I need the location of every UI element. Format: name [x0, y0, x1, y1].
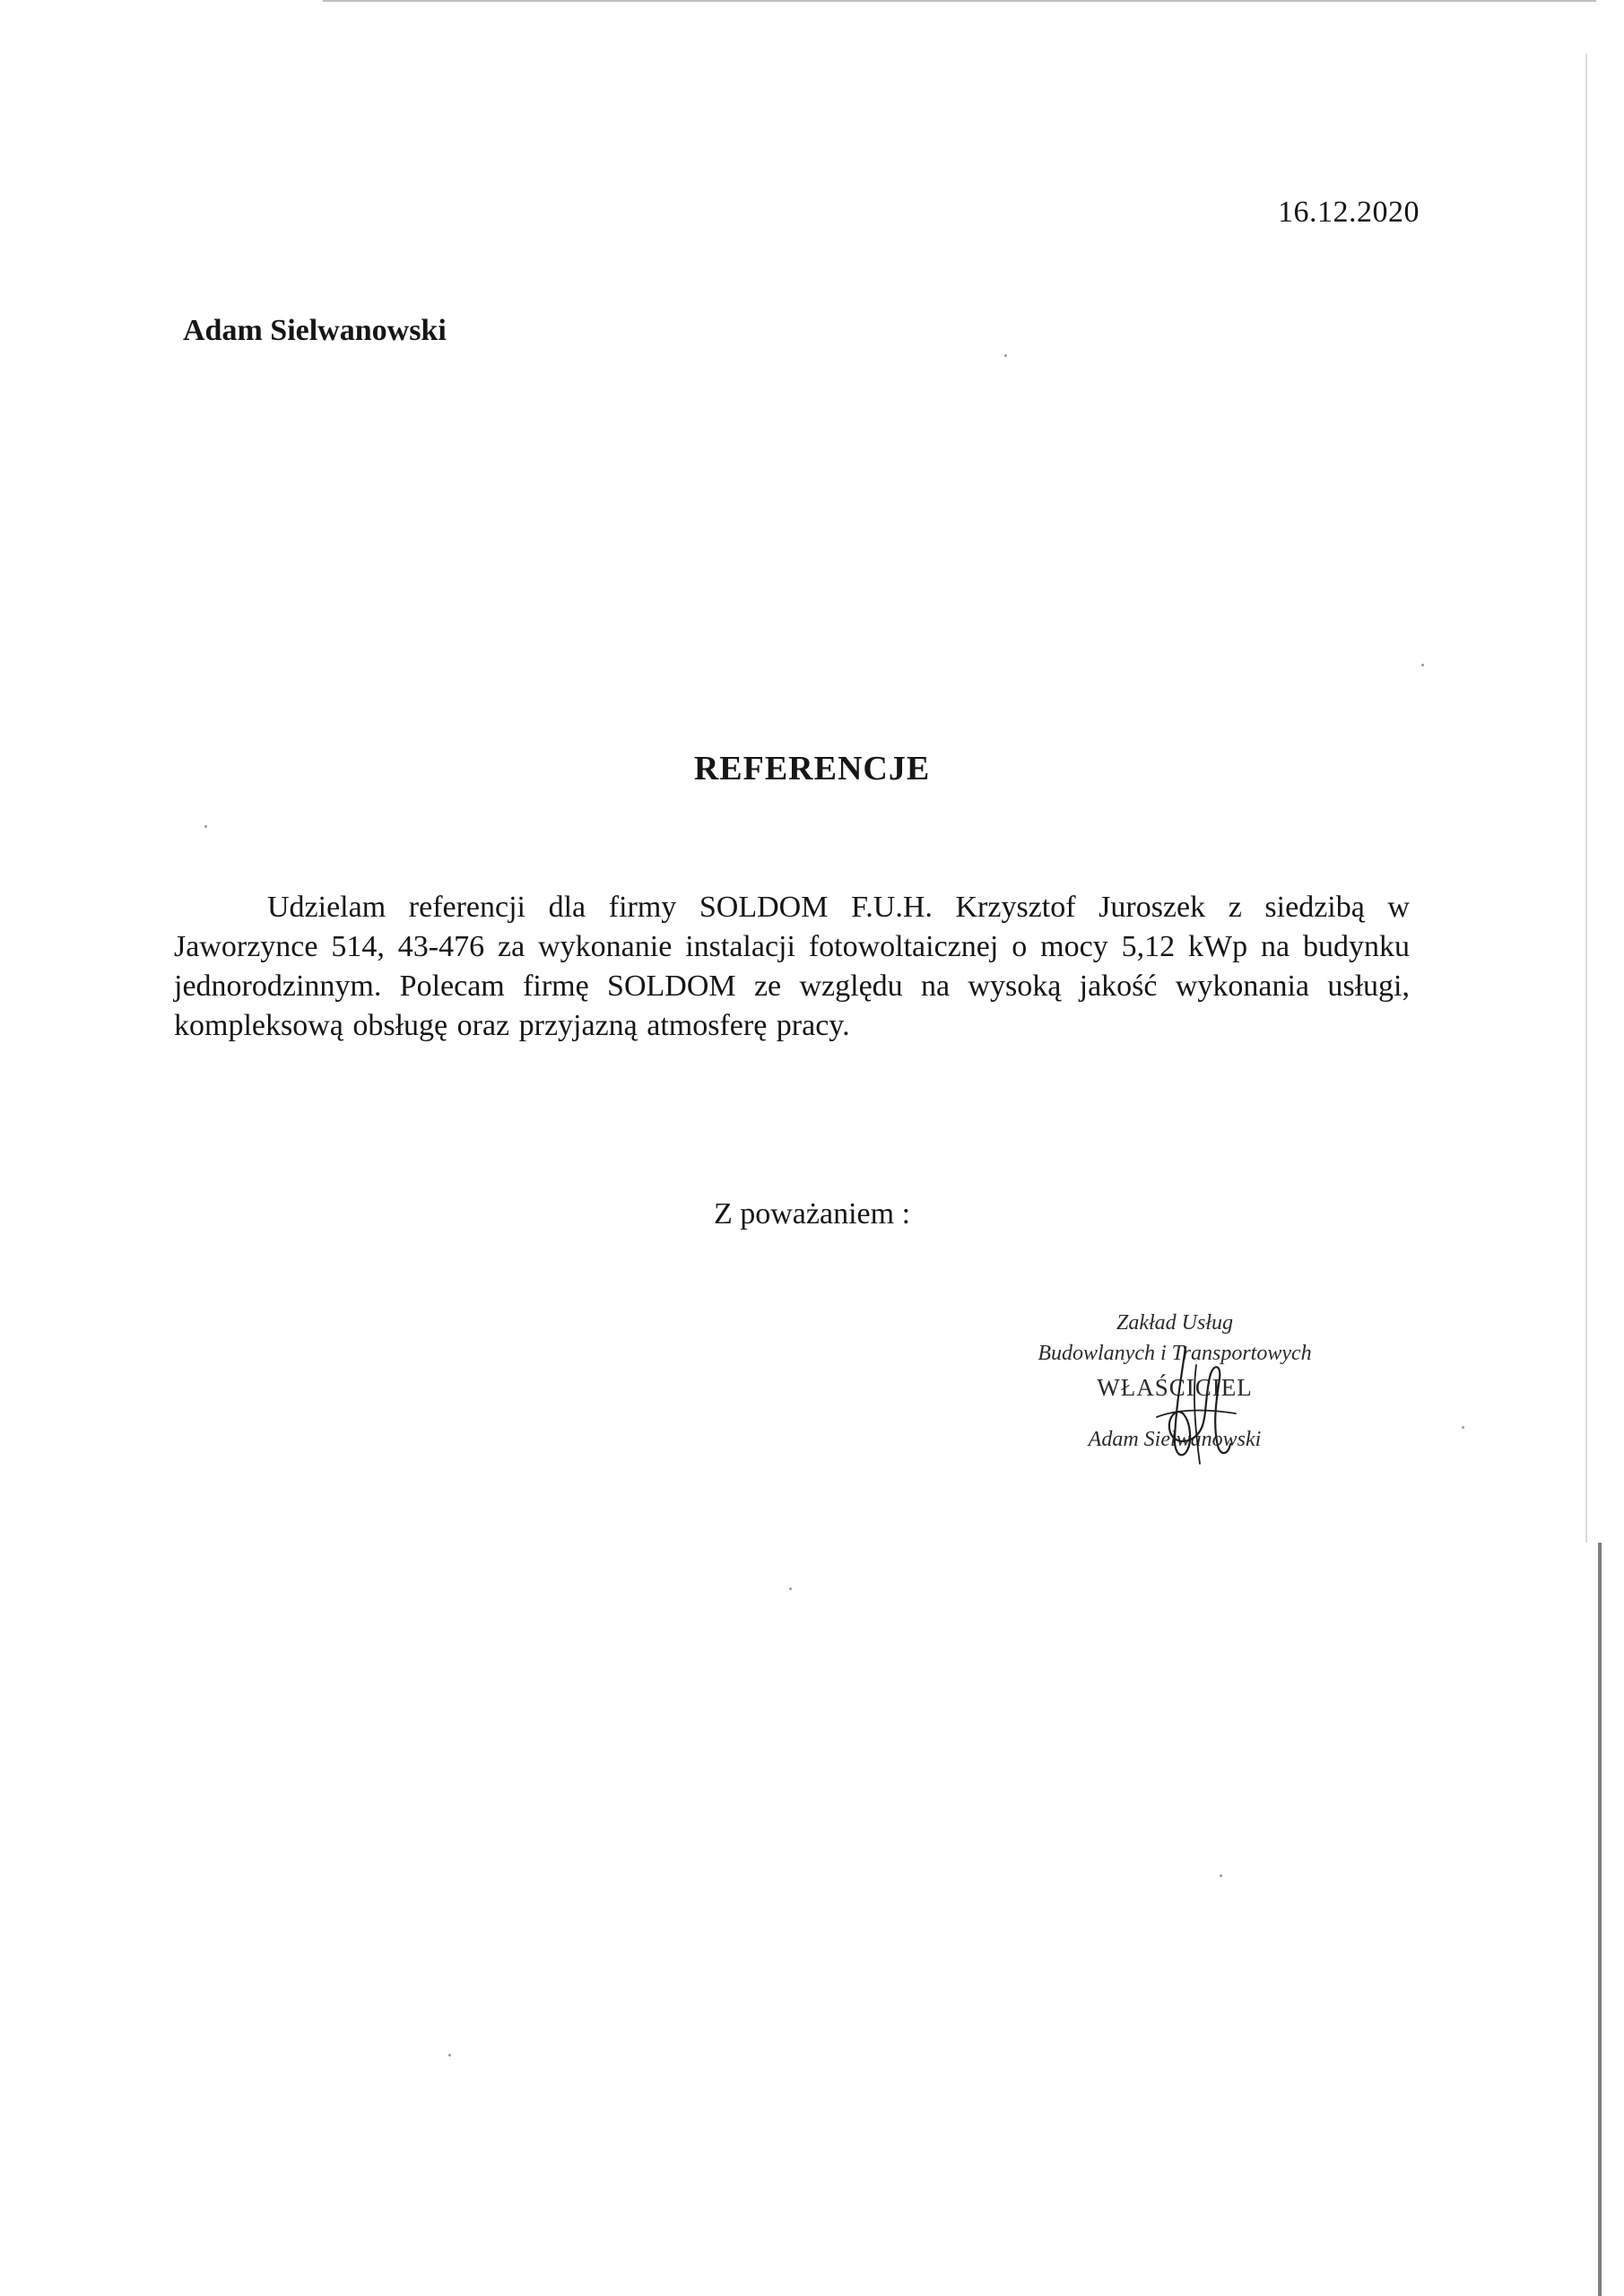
stamp-line-name: Adam Sielwanowski: [1088, 1428, 1262, 1451]
stamp-line-role: WŁAŚCICIEL: [1097, 1374, 1253, 1401]
scan-artifact-top-line: [323, 0, 1596, 2]
document-title: REFERENCJE: [693, 750, 931, 787]
sender-name: Adam Sielwanowski: [183, 314, 447, 347]
scan-speck: [789, 1587, 792, 1590]
stamp-line-company: Zakład Usług: [1116, 1311, 1233, 1335]
scan-speck: [1421, 664, 1424, 666]
scan-artifact-right-edge: [1598, 1543, 1602, 2296]
scan-speck: [204, 825, 207, 828]
stamp-line-company-type: Budowlanych i Transportowych: [1038, 1342, 1312, 1365]
handwritten-signature: [1130, 1338, 1255, 1468]
scan-artifact-right-line: [1585, 54, 1587, 1543]
scan-speck: [1462, 1426, 1464, 1429]
scan-speck: [1220, 1874, 1222, 1877]
scan-speck: [448, 2054, 451, 2057]
scan-speck: [1004, 354, 1007, 357]
closing-salutation: Z poważaniem :: [713, 1197, 911, 1231]
letter-date: 16.12.2020: [1278, 196, 1420, 229]
letter-body: Udzielam referencji dla firmy SOLDOM F.U.H. Krzysztof Juroszek z siedzibą w Jaworzynce 514, 43-476 za wykonanie instalacji fotowoltaicznej o mocy 5,12 kWp na budynku jednorodzinnym. Polecam firmę SOLDOM ze względu na wysoką jakość wykonania usługi, kompleksową obsługę oraz przyjazną atmosferę pracy.: [174, 891, 1410, 1042]
company-stamp: [995, 1311, 1354, 1468]
